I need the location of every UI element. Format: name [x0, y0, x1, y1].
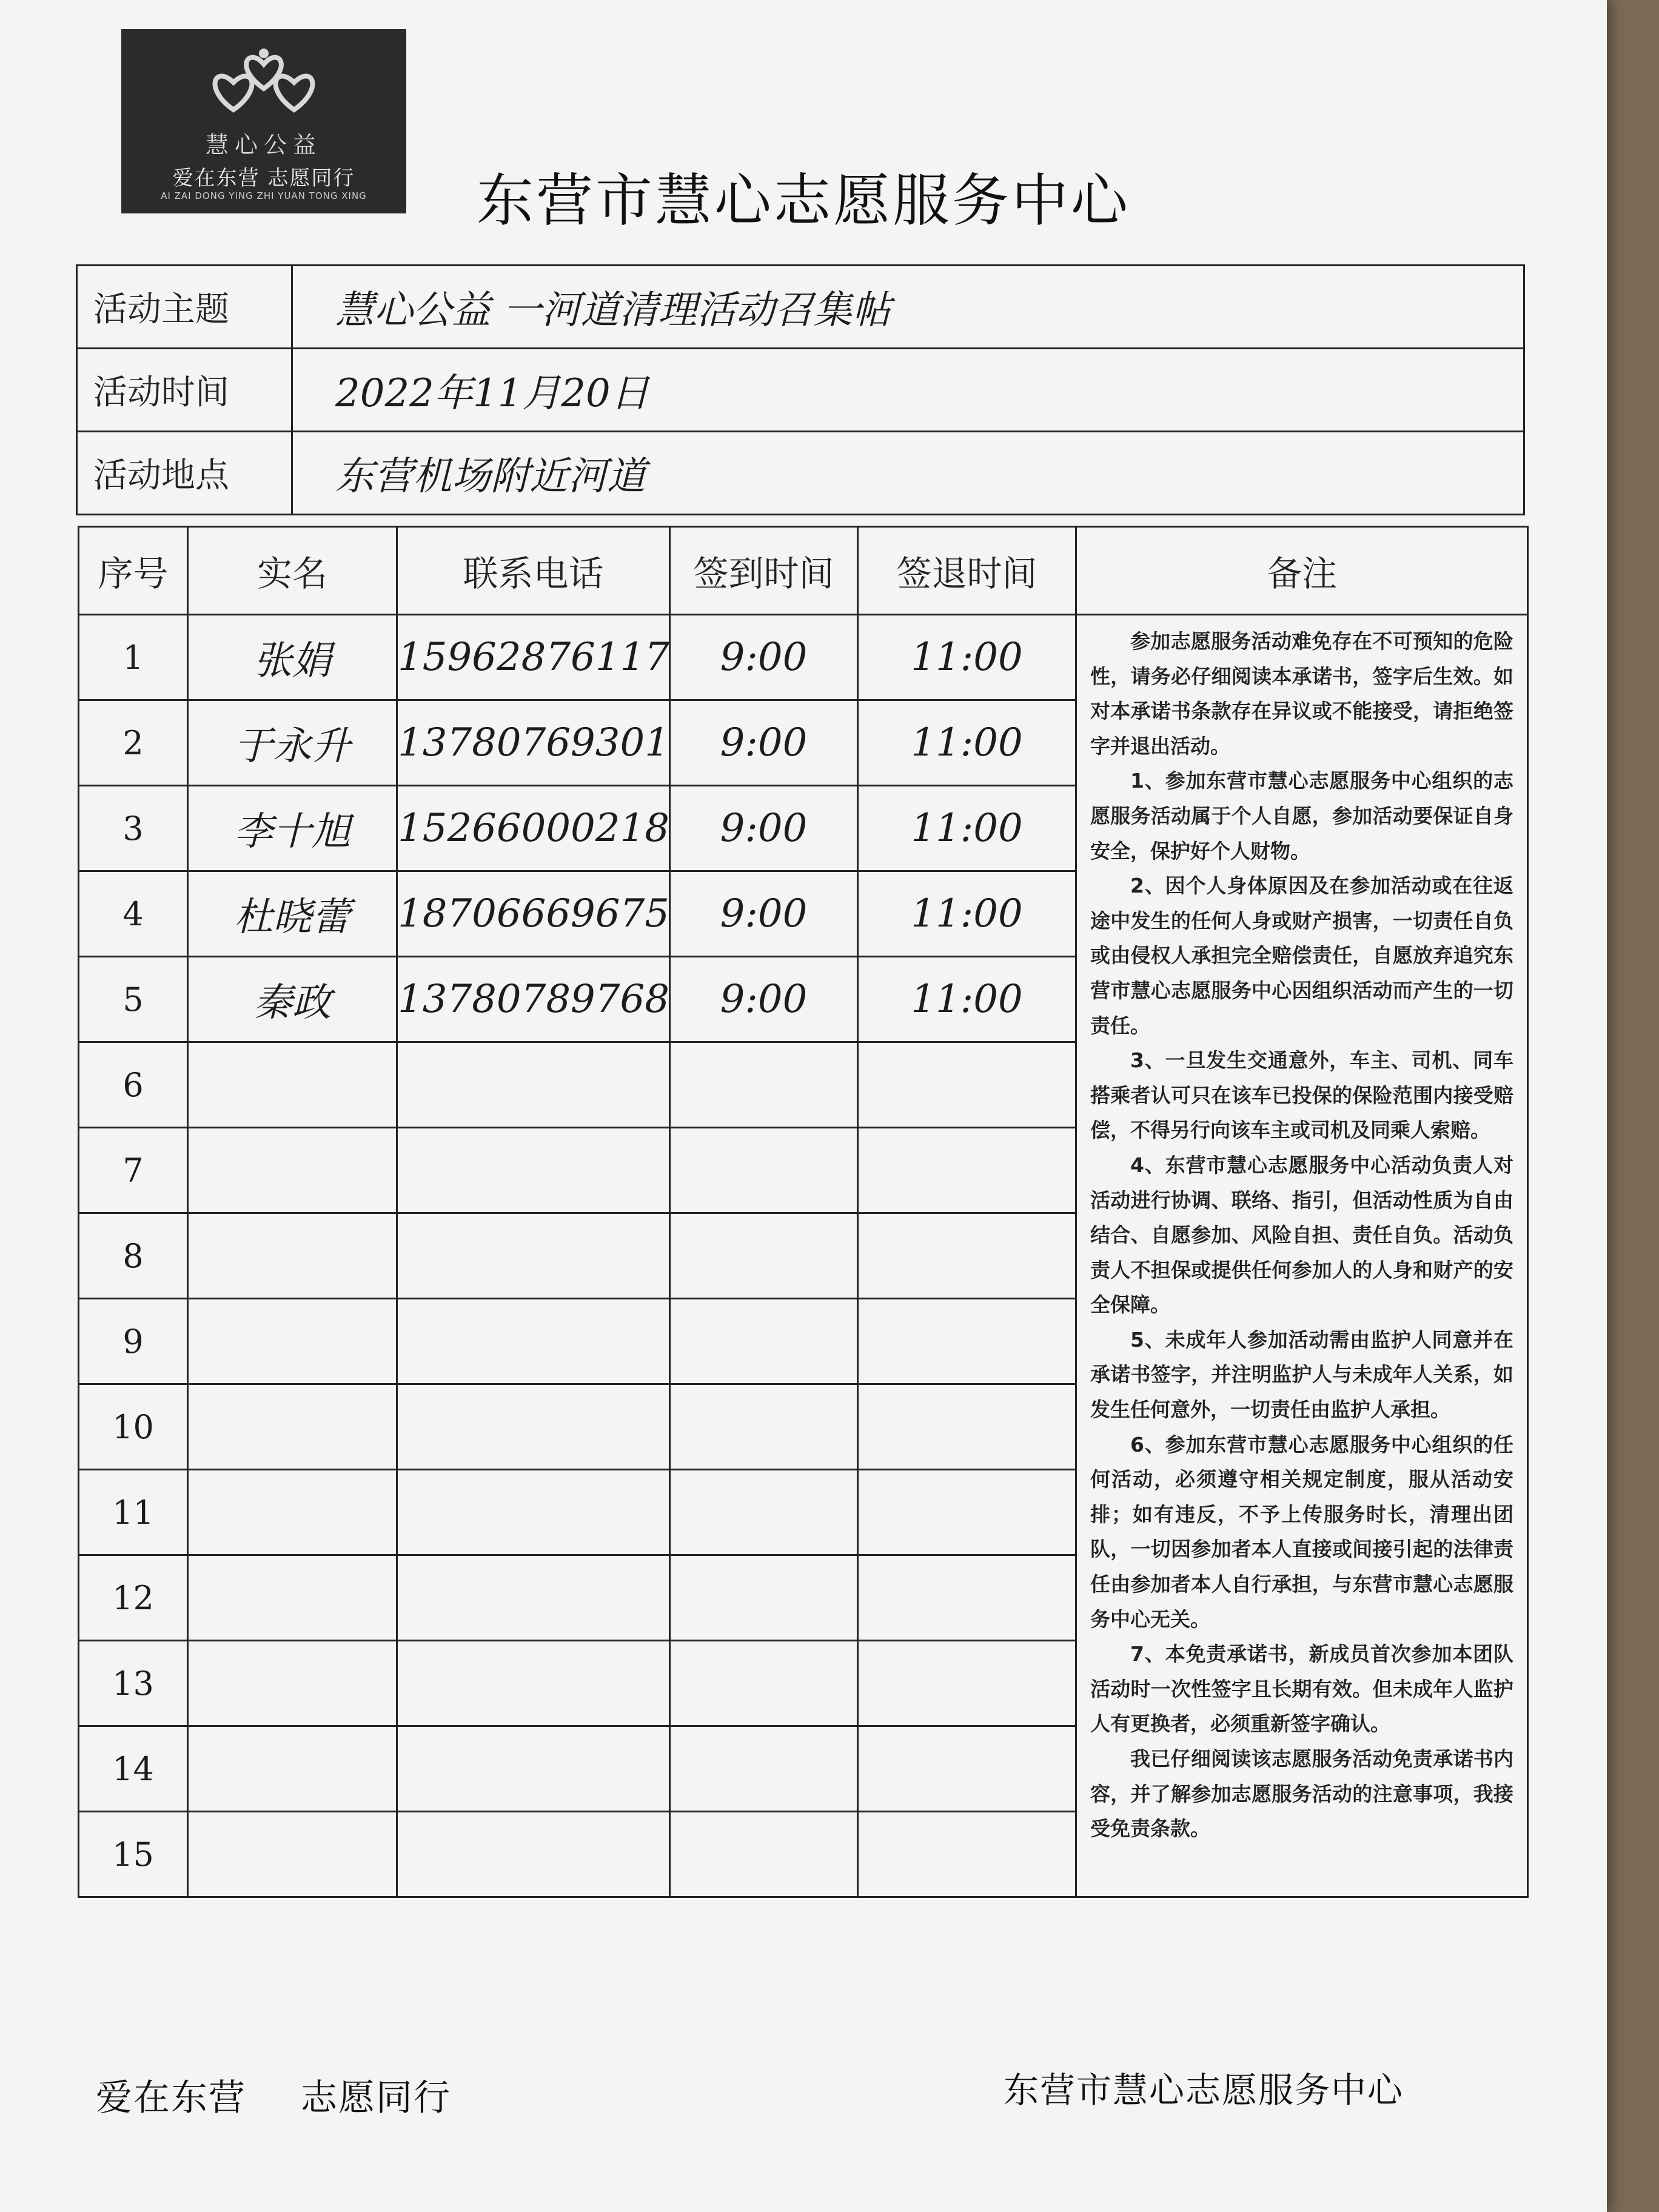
footer-slogan-left: 爱在东营	[96, 2077, 246, 2119]
row-signin-time	[670, 1213, 858, 1299]
page-title: 东营市慧心志愿服务中心	[476, 168, 1130, 234]
row-signout-time	[858, 1555, 1076, 1641]
row-phone: 15962876117	[397, 615, 670, 700]
row-number: 9	[79, 1299, 188, 1384]
row-phone: 15266000218	[397, 786, 670, 871]
row-name: 秦政	[188, 957, 397, 1042]
row-name	[188, 1812, 397, 1897]
info-label: 活动时间	[77, 349, 292, 432]
row-number: 12	[79, 1555, 188, 1641]
header-signout: 签退时间	[858, 527, 1076, 615]
row-signout-time: 11:00	[858, 957, 1076, 1042]
activity-info-table	[76, 264, 1525, 515]
row-signin-time: 9:00	[670, 957, 858, 1042]
row-signin-time	[670, 1812, 858, 1897]
row-name	[188, 1384, 397, 1470]
row-phone	[397, 1641, 670, 1726]
row-name	[188, 1641, 397, 1726]
row-phone	[397, 1470, 670, 1555]
row-name: 杜晓蕾	[188, 871, 397, 957]
row-phone	[397, 1299, 670, 1384]
footer-slogan-right: 志愿同行	[301, 2077, 451, 2119]
row-signout-time	[858, 1641, 1076, 1726]
row-number: 14	[79, 1726, 188, 1812]
notes-paragraph: 1、参加东营市慧心志愿服务中心组织的志愿服务活动属于个人自愿，参加活动要保证自身安全，保护好个人财物。	[1090, 769, 1513, 863]
row-name	[188, 1726, 397, 1812]
row-number: 5	[79, 957, 188, 1042]
row-signin-time: 9:00	[670, 871, 858, 957]
notes-paragraph: 7、本免责承诺书，新成员首次参加本团队活动时一次性签字且长期有效。但未成年人监护人有更换者，必须重新签字确认。	[1090, 1642, 1513, 1736]
notes-paragraph: 2、因个人身体原因及在参加活动或在往返途中发生的任何人身或财产损害，一切责任自负或由侵权人承担完全赔偿责任，自愿放弃追究东营市慧心志愿服务中心因组织活动而产生的一切责任。	[1090, 874, 1513, 1037]
row-name	[188, 1470, 397, 1555]
row-signin-time	[670, 1726, 858, 1812]
table-row	[79, 615, 1528, 700]
row-signout-time	[858, 1384, 1076, 1470]
row-number: 8	[79, 1213, 188, 1299]
row-signin-time	[670, 1128, 858, 1213]
row-signin-time	[670, 1299, 858, 1384]
row-phone	[397, 1384, 670, 1470]
info-row-theme	[77, 266, 1524, 349]
info-label: 活动主题	[77, 266, 292, 349]
header-signin: 签到时间	[670, 527, 858, 615]
notes-paragraph: 3、一旦发生交通意外，车主、司机、同车搭乘者认可只在该车已投保的保险范围内接受赔偿，不得另行向该车主或司机及同乘人索赔。	[1090, 1048, 1513, 1142]
header-no: 序号	[79, 527, 188, 615]
footer-org: 东营市慧心志愿服务中心	[1004, 2070, 1404, 2111]
row-number: 10	[79, 1384, 188, 1470]
row-number: 13	[79, 1641, 188, 1726]
row-phone: 13780769301	[397, 700, 670, 786]
info-value: 2022年11月20日	[292, 349, 1524, 432]
row-signin-time	[670, 1042, 858, 1128]
row-number: 4	[79, 871, 188, 957]
row-signout-time: 11:00	[858, 615, 1076, 700]
notes-paragraph: 我已仔细阅读该志愿服务活动免责承诺书内容，并了解参加志愿服务活动的注意事项，我接受免责条款。	[1090, 1747, 1513, 1841]
row-signout-time	[858, 1299, 1076, 1384]
hearts-logo-icon	[197, 40, 330, 125]
notes-paragraph: 5、未成年人参加活动需由监护人同意并在承诺书签字，并注明监护人与未成年人关系，如发生任何意外，一切责任由监护人承担。	[1090, 1327, 1513, 1422]
row-name	[188, 1299, 397, 1384]
header-name: 实名	[188, 527, 397, 615]
logo-slogan: 爱在东营 志愿同行	[172, 166, 355, 190]
row-name	[188, 1555, 397, 1641]
info-value: 慧心公益 一河道清理活动召集帖	[292, 266, 1524, 349]
row-signout-time	[858, 1213, 1076, 1299]
row-signout-time	[858, 1128, 1076, 1213]
row-number: 6	[79, 1042, 188, 1128]
row-signout-time: 11:00	[858, 871, 1076, 957]
logo-pinyin: AI ZAI DONG YING ZHI YUAN TONG XING	[161, 190, 367, 201]
notes-cell	[1076, 615, 1528, 1897]
row-signin-time: 9:00	[670, 615, 858, 700]
notes-paragraph: 4、东营市慧心志愿服务中心活动负责人对活动进行协调、联络、指引，但活动性质为自由结合、自愿参加、风险自担、责任自负。活动负责人不担保或提供任何参加人的人身和财产的安全保障。	[1090, 1153, 1513, 1317]
row-name: 李十旭	[188, 786, 397, 871]
row-number: 7	[79, 1128, 188, 1213]
row-signin-time	[670, 1470, 858, 1555]
info-row-place	[77, 432, 1524, 515]
signin-table	[78, 526, 1529, 1898]
row-number: 2	[79, 700, 188, 786]
row-signin-time	[670, 1384, 858, 1470]
row-number: 3	[79, 786, 188, 871]
row-name: 于永升	[188, 700, 397, 786]
row-name: 张娟	[188, 615, 397, 700]
row-phone	[397, 1726, 670, 1812]
row-signout-time	[858, 1042, 1076, 1128]
row-number: 1	[79, 615, 188, 700]
row-signout-time	[858, 1726, 1076, 1812]
row-phone	[397, 1042, 670, 1128]
info-label: 活动地点	[77, 432, 292, 515]
row-phone	[397, 1128, 670, 1213]
row-signin-time	[670, 1641, 858, 1726]
row-name	[188, 1128, 397, 1213]
table-header-row	[79, 527, 1528, 615]
row-name	[188, 1213, 397, 1299]
row-name	[188, 1042, 397, 1128]
notes-paragraph: 参加志愿服务活动难免存在不可预知的危险性，请务必仔细阅读本承诺书，签字后生效。如对本承诺书条款存在异议或不能接受，请拒绝签字并退出活动。	[1090, 629, 1513, 758]
row-signin-time	[670, 1555, 858, 1641]
info-value: 东营机场附近河道	[292, 432, 1524, 515]
row-phone	[397, 1213, 670, 1299]
row-signout-time: 11:00	[858, 786, 1076, 871]
row-number: 15	[79, 1812, 188, 1897]
row-signin-time: 9:00	[670, 700, 858, 786]
row-phone: 18706669675	[397, 871, 670, 957]
row-signin-time: 9:00	[670, 786, 858, 871]
info-row-time	[77, 349, 1524, 432]
logo-name: 慧心公益	[205, 132, 322, 158]
row-signout-time	[858, 1470, 1076, 1555]
row-signout-time: 11:00	[858, 700, 1076, 786]
row-signout-time	[858, 1812, 1076, 1897]
row-phone	[397, 1812, 670, 1897]
notes-paragraph: 6、参加东营市慧心志愿服务中心组织的任何活动，必须遵守相关规定制度，服从活动安排；如有违反，不予上传服务时长，清理出团队，一切因参加者本人直接或间接引起的法律责任由参加者本人自行承担，与东营市慧心志愿服务中心无关。	[1090, 1432, 1513, 1631]
row-number: 11	[79, 1470, 188, 1555]
row-phone: 13780789768	[397, 957, 670, 1042]
row-phone	[397, 1555, 670, 1641]
header-phone: 联系电话	[397, 527, 670, 615]
header-notes: 备注	[1076, 527, 1528, 615]
footer-slogan	[96, 2069, 506, 2121]
